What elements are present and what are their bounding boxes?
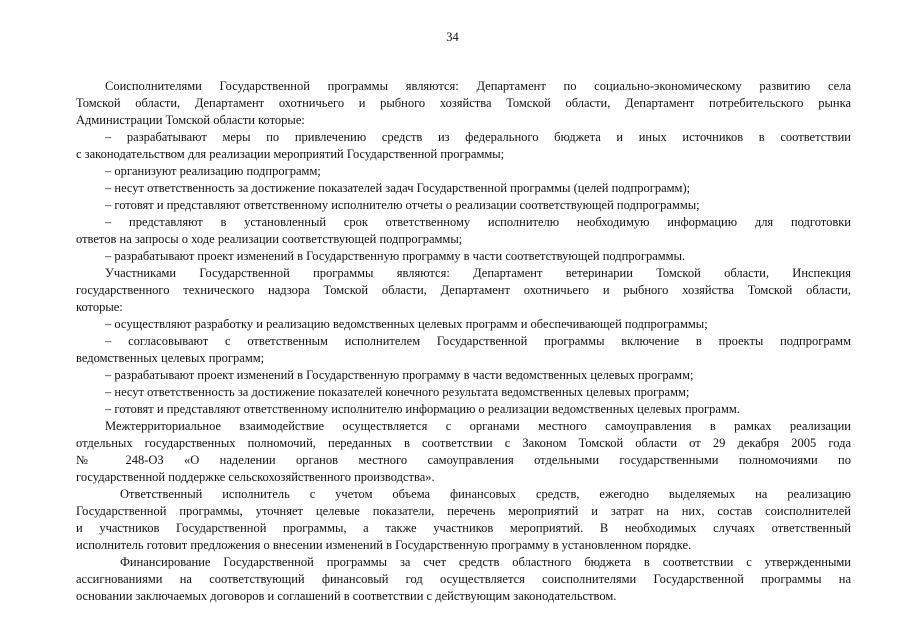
text-line: – осуществляют разработку и реализацию ведомственных целевых программ и обеспечивающей подпрограммы; (105, 317, 708, 331)
text-line: – разрабатывают проект изменений в Государственную программу в части соответствующей подпрограммы. (105, 249, 686, 263)
text-line: ведомственных целевых программ; (76, 351, 265, 365)
text-line: – готовят и представляют ответственному исполнителю информацию о реализации ведомственных целевых программ. (105, 402, 740, 416)
text-line: ассигнованиями на соответствующий финансовый год осуществляется соисполнителями Государственной программы на (76, 572, 851, 586)
text-line: – организуют реализацию подпрограмм; (105, 164, 321, 178)
text-line: Администрации Томской области которые: (76, 113, 305, 127)
text-line: Участниками Государственной программы являются: Департамент ветеринарии Томской области, Инспекция (105, 266, 851, 280)
text-line: и участников Государственной программы, а также участников мероприятий. В необходимых случаях ответственный (76, 521, 851, 535)
text-line: Государственной программы, уточняет целевые показатели, перечень мероприятий и затрат на них, состав соисполнителей (76, 504, 851, 518)
text-line: Финансирование Государственной программы за счет средств областного бюджета в соответствии с утвержденными (120, 555, 851, 569)
text-line: – представляют в установленный срок ответственному исполнителю необходимую информацию для подготовки (105, 215, 851, 229)
text-line: – готовят и представляют ответственному исполнителю отчеты о реализации соответствующей подпрограммы; (105, 198, 700, 212)
text-line: – несут ответственность за достижение показателей конечного результата ведомственных целевых программ; (105, 385, 690, 399)
text-line: № 248-ОЗ «О наделении органов местного самоуправления отдельными государственными полномочиями по (76, 453, 851, 467)
text-line: исполнитель готовит предложения о внесении изменений в Государственную программу в установленном порядке. (76, 538, 692, 552)
text-line: с законодательством для реализации мероприятий Государственной программы; (76, 147, 505, 161)
text-line: – согласовывают с ответственным исполнителем Государственной программы включение в проекты подпрограмм (105, 334, 851, 348)
text-line: Межтерриториальное взаимодействие осуществляется с органами местного самоуправления в рамках реализации (105, 419, 851, 433)
text-line: государственной поддержке сельскохозяйственного производства». (76, 470, 435, 484)
text-line: отдельных государственных полномочий, переданных в соответствии с Законом Томской области от 29 декабря 2005 года (76, 436, 851, 450)
text-line: – разрабатывают проект изменений в Государственную программу в части ведомственных целевых программ; (105, 368, 694, 382)
text-line: Томской области, Департамент охотничьего и рыбного хозяйства Томской области, Департамент потребительского рынка (76, 96, 851, 110)
text-line: – разрабатывают меры по привлечению средств из федерального бюджета и иных источников в соответствии (105, 130, 851, 144)
text-line: ответов на запросы о ходе реализации соответствующей подпрограммы; (76, 232, 463, 246)
text-line: государственного технического надзора Томской области, Департамент охотничьего и рыбного хозяйства Томской области, (76, 283, 851, 297)
text-line: Соисполнителями Государственной программы являются: Департамент по социально-экономическому развитию села (105, 79, 851, 93)
text-line: Ответственный исполнитель с учетом объема финансовых средств, ежегодно выделяемых на реализацию (120, 487, 851, 501)
text-line: – несут ответственность за достижение показателей задач Государственной программы (целей подпрограмм); (105, 181, 691, 195)
page-number: 34 (446, 30, 459, 44)
text-line: которые: (76, 300, 123, 314)
text-line: основании заключаемых договоров и соглашений в соответствии с действующим законодательством. (76, 589, 617, 603)
